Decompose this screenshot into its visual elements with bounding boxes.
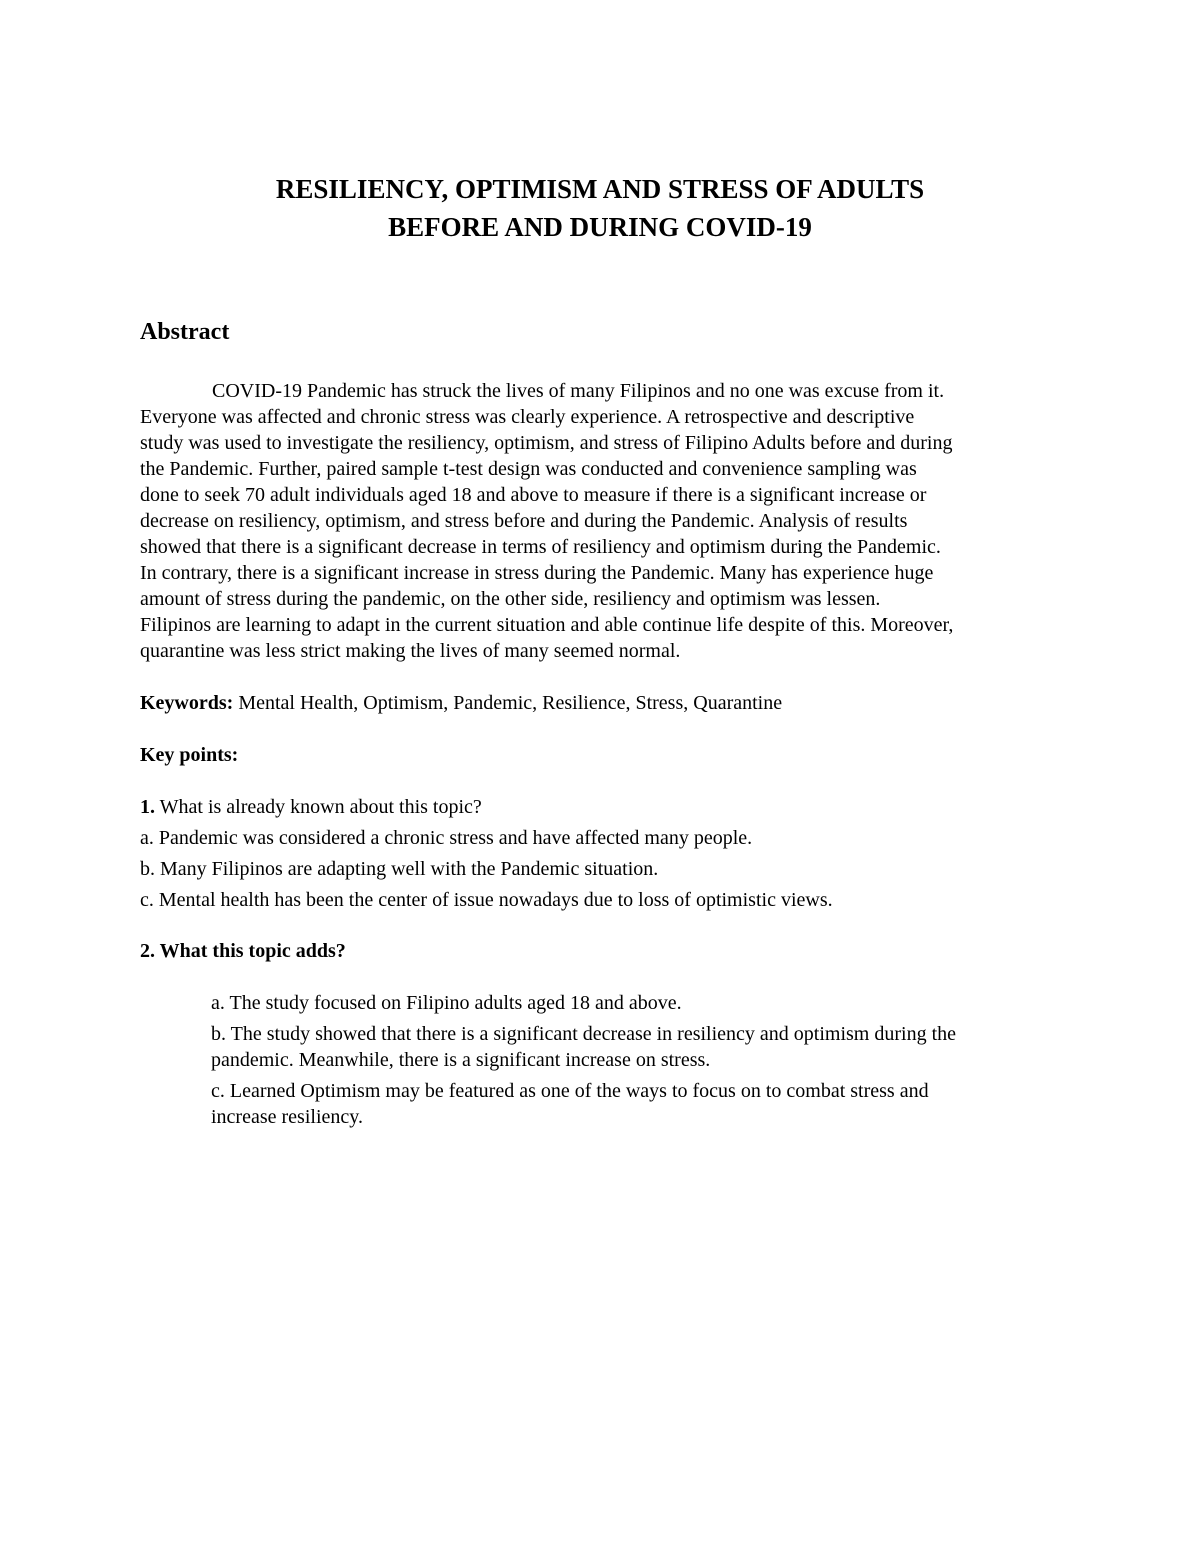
keywords-label: Keywords: [140, 692, 234, 714]
list-item [211, 1021, 1071, 1073]
paper-title [140, 170, 1060, 246]
list-item: c. Mental health has been the center of issue nowadays due to loss of optimistic views. [140, 889, 833, 911]
list-item [211, 1078, 1071, 1130]
question-1-number: 1. [140, 796, 155, 818]
title-line-1: RESILIENCY, OPTIMISM AND STRESS OF ADULTS [275, 174, 925, 204]
abstract-line: Filipinos are learning to adapt in the current situation and able continue life despite of this. Moreover, [140, 614, 954, 636]
abstract-body [140, 378, 1060, 664]
abstract-line: COVID-19 Pandemic has struck the lives of many Filipinos and no one was excuse from it. [212, 380, 945, 402]
abstract-line: the Pandemic. Further, paired sample t-test design was conducted and convenience sampling was [140, 458, 917, 480]
list-item [211, 990, 1071, 1016]
title-line-2: BEFORE AND DURING COVID-19 [388, 212, 812, 242]
abstract-line: amount of stress during the pandemic, on the other side, resiliency and optimism was lessen. [140, 588, 881, 610]
known-points-list [140, 825, 833, 918]
abstract-line: Everyone was affected and chronic stress was clearly experience. A retrospective and descriptive [140, 406, 915, 428]
question-1 [140, 794, 482, 820]
abstract-line: done to seek 70 adult individuals aged 18 and above to measure if there is a significant increase or [140, 484, 927, 506]
abstract-line: In contrary, there is a significant increase in stress during the Pandemic. Many has experience huge [140, 562, 934, 584]
list-item: b. Many Filipinos are adapting well with the Pandemic situation. [140, 858, 659, 880]
abstract-line: showed that there is a significant decrease in terms of resiliency and optimism during the Pandemic. [140, 536, 941, 558]
question-2-heading: 2. What this topic adds? [140, 940, 346, 962]
question-1-text: What is already known about this topic? [155, 796, 482, 818]
adds-points-list [211, 990, 1071, 1135]
keywords-line [140, 690, 782, 716]
abstract-line: decrease on resiliency, optimism, and stress before and during the Pandemic. Analysis of results [140, 510, 908, 532]
list-item-line: a. The study focused on Filipino adults aged 18 and above. [211, 992, 682, 1014]
list-item-line: increase resiliency. [211, 1106, 363, 1128]
list-item: a. Pandemic was considered a chronic stress and have affected many people. [140, 827, 753, 849]
abstract-line: quarantine was less strict making the lives of many seemed normal. [140, 640, 681, 662]
abstract-line: study was used to investigate the resiliency, optimism, and stress of Filipino Adults before and during [140, 432, 953, 454]
list-item-line: b. The study showed that there is a significant decrease in resiliency and optimism during the [211, 1023, 956, 1045]
list-item-line: pandemic. Meanwhile, there is a significant increase on stress. [211, 1049, 711, 1071]
list-item-line: c. Learned Optimism may be featured as one of the ways to focus on to combat stress and [211, 1080, 929, 1102]
abstract-heading: Abstract [140, 319, 230, 345]
keywords-text: Mental Health, Optimism, Pandemic, Resilience, Stress, Quarantine [233, 692, 783, 714]
key-points-heading: Key points: [140, 744, 239, 766]
